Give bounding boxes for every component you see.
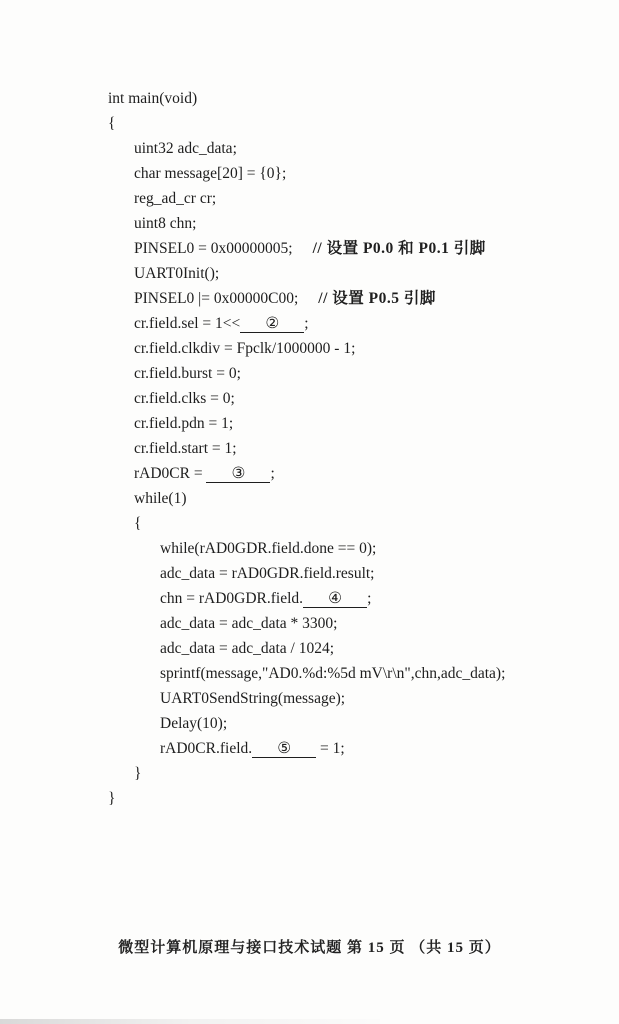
- code-line: [108, 86, 505, 111]
- code-text: int main(void): [108, 90, 198, 107]
- code-line: [108, 311, 505, 336]
- code-text: PINSEL0 = 0x00000005;: [134, 240, 293, 257]
- code-line: [108, 486, 505, 511]
- code-text: adc_data = adc_data / 1024;: [160, 640, 335, 657]
- code-text: cr.field.sel = 1<<: [134, 315, 241, 332]
- code-line: [108, 236, 505, 261]
- code-text: cr.field.clkdiv = Fpclk/1000000 - 1;: [134, 340, 356, 357]
- code-text: cr.field.start = 1;: [134, 440, 237, 457]
- code-text: chn = rAD0GDR.field.: [160, 590, 304, 607]
- page-footer: 微型计算机原理与接口技术试题 第 15 页 （共 15 页）: [118, 940, 501, 956]
- code-line: [108, 361, 505, 386]
- fill-blank: ③: [206, 465, 270, 483]
- code-line: [108, 111, 505, 136]
- code-text: = 1;: [316, 740, 345, 757]
- code-line: [108, 761, 505, 786]
- code-text: }: [134, 765, 142, 782]
- code-text: Delay(10);: [160, 715, 228, 732]
- code-line: [108, 511, 505, 536]
- code-text: ;: [367, 590, 372, 607]
- fill-blank: ②: [240, 315, 304, 333]
- code-text: ;: [270, 465, 275, 482]
- scan-artifact-strip: [0, 1019, 380, 1024]
- code-text: {: [108, 115, 116, 132]
- code-line: [108, 586, 505, 611]
- code-line: [108, 411, 505, 436]
- code-text: char message[20] = {0};: [134, 165, 287, 182]
- code-line: [108, 786, 505, 811]
- code-text: cr.field.clks = 0;: [134, 390, 235, 407]
- code-text: {: [134, 515, 142, 532]
- code-line: [108, 436, 505, 461]
- code-text: UART0Init();: [134, 265, 220, 282]
- code-text: rAD0CR =: [134, 465, 207, 482]
- code-comment: // 设置 P0.0 和 P0.1 引脚: [312, 240, 486, 257]
- code-text: adc_data = rAD0GDR.field.result;: [160, 565, 375, 582]
- code-text: while(rAD0GDR.field.done == 0);: [160, 540, 377, 557]
- code-comment: // 设置 P0.5 引脚: [318, 290, 436, 307]
- code-text: adc_data = adc_data * 3300;: [160, 615, 338, 632]
- code-text: PINSEL0 |= 0x00000C00;: [134, 290, 299, 307]
- code-line: [108, 286, 505, 311]
- code-line: [108, 386, 505, 411]
- fill-blank: ⑤: [252, 740, 316, 758]
- code-text: ;: [304, 315, 309, 332]
- code-line: [108, 161, 505, 186]
- code-line: [108, 736, 505, 761]
- code-line: [108, 461, 505, 486]
- code-line: [108, 636, 505, 661]
- code-text: cr.field.burst = 0;: [134, 365, 241, 382]
- code-text: reg_ad_cr cr;: [134, 190, 217, 207]
- code-line: [108, 211, 505, 236]
- code-text: sprintf(message,"AD0.%d:%5d mV\r\n",chn,adc_data);: [160, 665, 506, 682]
- code-text: UART0SendString(message);: [160, 690, 346, 707]
- code-text: cr.field.pdn = 1;: [134, 415, 234, 432]
- code-line: [108, 261, 505, 286]
- code-text: rAD0CR.field.: [160, 740, 253, 757]
- code-line: [108, 561, 505, 586]
- code-line: [108, 536, 505, 561]
- code-line: [108, 711, 505, 736]
- code-line: [108, 336, 505, 361]
- code-text: while(1): [134, 490, 187, 507]
- code-text: uint8 chn;: [134, 215, 197, 232]
- code-line: [108, 686, 505, 711]
- code-text: uint32 adc_data;: [134, 140, 237, 157]
- code-line: [108, 186, 505, 211]
- code-block: [108, 86, 505, 811]
- code-line: [108, 611, 505, 636]
- code-line: [108, 136, 505, 161]
- code-line: [108, 661, 505, 686]
- code-text: }: [108, 790, 116, 807]
- fill-blank: ④: [303, 590, 367, 608]
